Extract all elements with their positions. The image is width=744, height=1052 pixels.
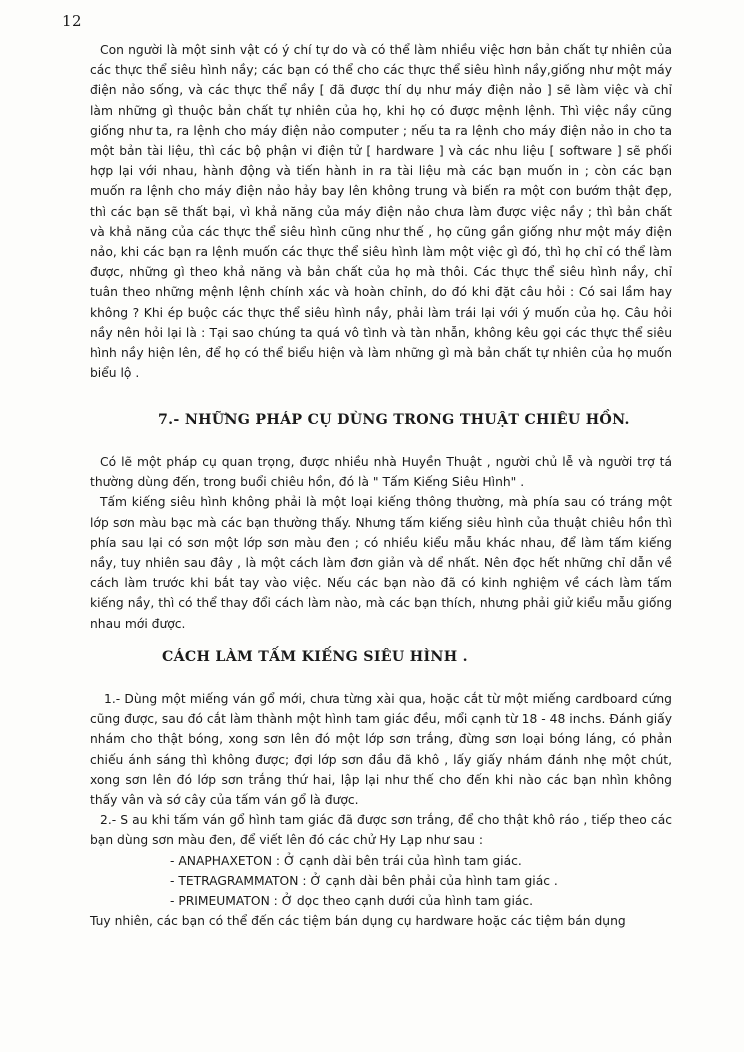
body-paragraph-mirror-description: Tấm kiếng siêu hình không phải là một loại kiếng thông thường, mà phía sau có tráng một lớp sơn màu bạc mà các bạn thường thấy. Nhưng tấm kiếng siêu hình của thuật chiêu hồn thì phía sau lại có sơn một lớp sơn màu đen ; có nhiều kiểu mẫu khác nhau, để làm tấm kiếng nầy, tuy nhiên sau đây , là một cách làm đơn giản và dể nhất. Nên đọc hết những chỉ dẫn về cách làm trước khi bắt tay vào việc. Nếu các bạn nào đã có kinh nghiệm về cách làm tấm kiếng nầy, thì có thể thay đổi cách làm nào, mà các bạn thích, nhưng phải giử kiểu mẫu giống nhau mới được. — [90, 495, 672, 631]
body-paragraph-mirror-intro: Có lẽ một pháp cụ quan trọng, được nhiều nhà Huyền Thuật , người chủ lễ và người trợ tá thường dùng đến, trong buổi chiêu hồn, đó là " Tấm Kiếng Siêu Hình" . — [90, 455, 672, 490]
ritual-tools-section — [90, 452, 672, 634]
page-number: 12 — [62, 12, 83, 30]
step-two-paragraph: 2.- S au khi tấm ván gổ hình tam giác đã được sơn trắng, để cho thật khô ráo , tiếp theo các bạn dùng sơn màu đen, để viết lên đó các chử Hy Lạp như sau : — [90, 813, 672, 848]
section-heading-ritual-tools: 7.- NHỮNG PHÁP CỤ DÙNG TRONG THUẬT CHIÊU HỒN. — [158, 412, 630, 428]
mirror-making-section — [90, 689, 672, 931]
body-paragraph-free-will: Con người là một sinh vật có ý chí tự do và có thể làm nhiều việc hơn bản chất tự nhiên của các thực thể siêu hình nầy; các bạn có thể cho các thực thể siêu hình nầy,giống như một máy điện nảo sống, và các thực thể nầy [ đã được thí dụ như máy điện nảo ] sẽ làm việc và chỉ làm những gì thuộc bản chất tự nhiên của họ, khi họ có được mệnh lệnh. Thì việc nầy cũng giống như ta, ra lệnh cho máy điện nảo computer ; nếu ta ra lệnh cho máy điện nảo in cho ta một bản tài liệu, thì các bộ phận vi điện tử [ hardware ] và các nhu liệu [ software ] sẽ phối hợp lại với nhau, hành động và tiến hành in ra tài liệu mà các bạn muốn in ; còn các bạn muốn ra lệnh cho máy điện nảo hảy bay lên không trung và biến ra một con bướm thật đẹp, thì các bạn sẽ thất bại, vì khả năng của máy điện nảo chưa làm được việc nầy ; thì bản chất và khả năng của các thực thể siêu hình cũng như thế , họ cũng gần giống như một máy điện nảo, khi các bạn ra lệnh muốn các thực thể siêu hình làm một việc gì đó, thì họ chỉ có thể làm được, những gì theo khả năng và bản chất của họ mà thôi. Các thực thể siêu hình nầy, chỉ tuân theo những mệnh lệnh chính xác và hoàn chỉnh, do đó khi đặt câu hỏi : Có sai lầm hay không ? Khi ép buộc các thực thể siêu hình nầy, phải làm trái lại với ý muốn của họ. Câu hỏi nầy nên hỏi lại là : Tại sao chúng ta quá vô tình và tàn nhẫn, không kêu gọi các thực thể siêu hình nầy hiện lên, để họ có thể biểu hiện và làm những gì mà bản chất tự nhiên của họ muốn biểu lộ . — [90, 43, 672, 381]
list-item: - PRIMEUMATON : Ở dọc theo cạnh dưới của hình tam giác. — [170, 894, 534, 909]
section-heading-mirror-making: CÁCH LÀM TẤM KIẾNG SIÊU HÌNH . — [162, 649, 468, 665]
step-one-paragraph: 1.- Dùng một miếng ván gổ mới, chưa từng xài qua, hoặc cắt từ một miếng cardboard cứng cũng được, sau đó cắt làm thành một hình tam giác đều, mổi cạnh từ 18 - 48 inchs. Đánh giấy nhám cho thật bóng, xong sơn lên đó một lớp sơn trắng, đừng sơn loại bóng láng, có phản chiếu ánh sáng thì không được; đợi lớp sơn đầu đã khô , lấy giấy nhám đánh nhẹ một chút, xong sơn lên đó lớp sơn trắng thứ hai, lập lại như thế cho đến khi nào các bạn nhìn không thấy vân và sớ cây của tấm ván gổ là được. — [90, 692, 672, 808]
greek-words-list — [90, 851, 672, 912]
list-item: - TETRAGRAMMATON : Ở cạnh dài bên phải của hình tam giác . — [170, 873, 558, 888]
list-item: - ANAPHAXETON : Ở cạnh dài bên trái của hình tam giác. — [170, 853, 522, 868]
closing-paragraph: Tuy nhiên, các bạn có thể đến các tiệm bán dụng cụ hardware hoặc các tiệm bán dụng — [90, 914, 626, 929]
